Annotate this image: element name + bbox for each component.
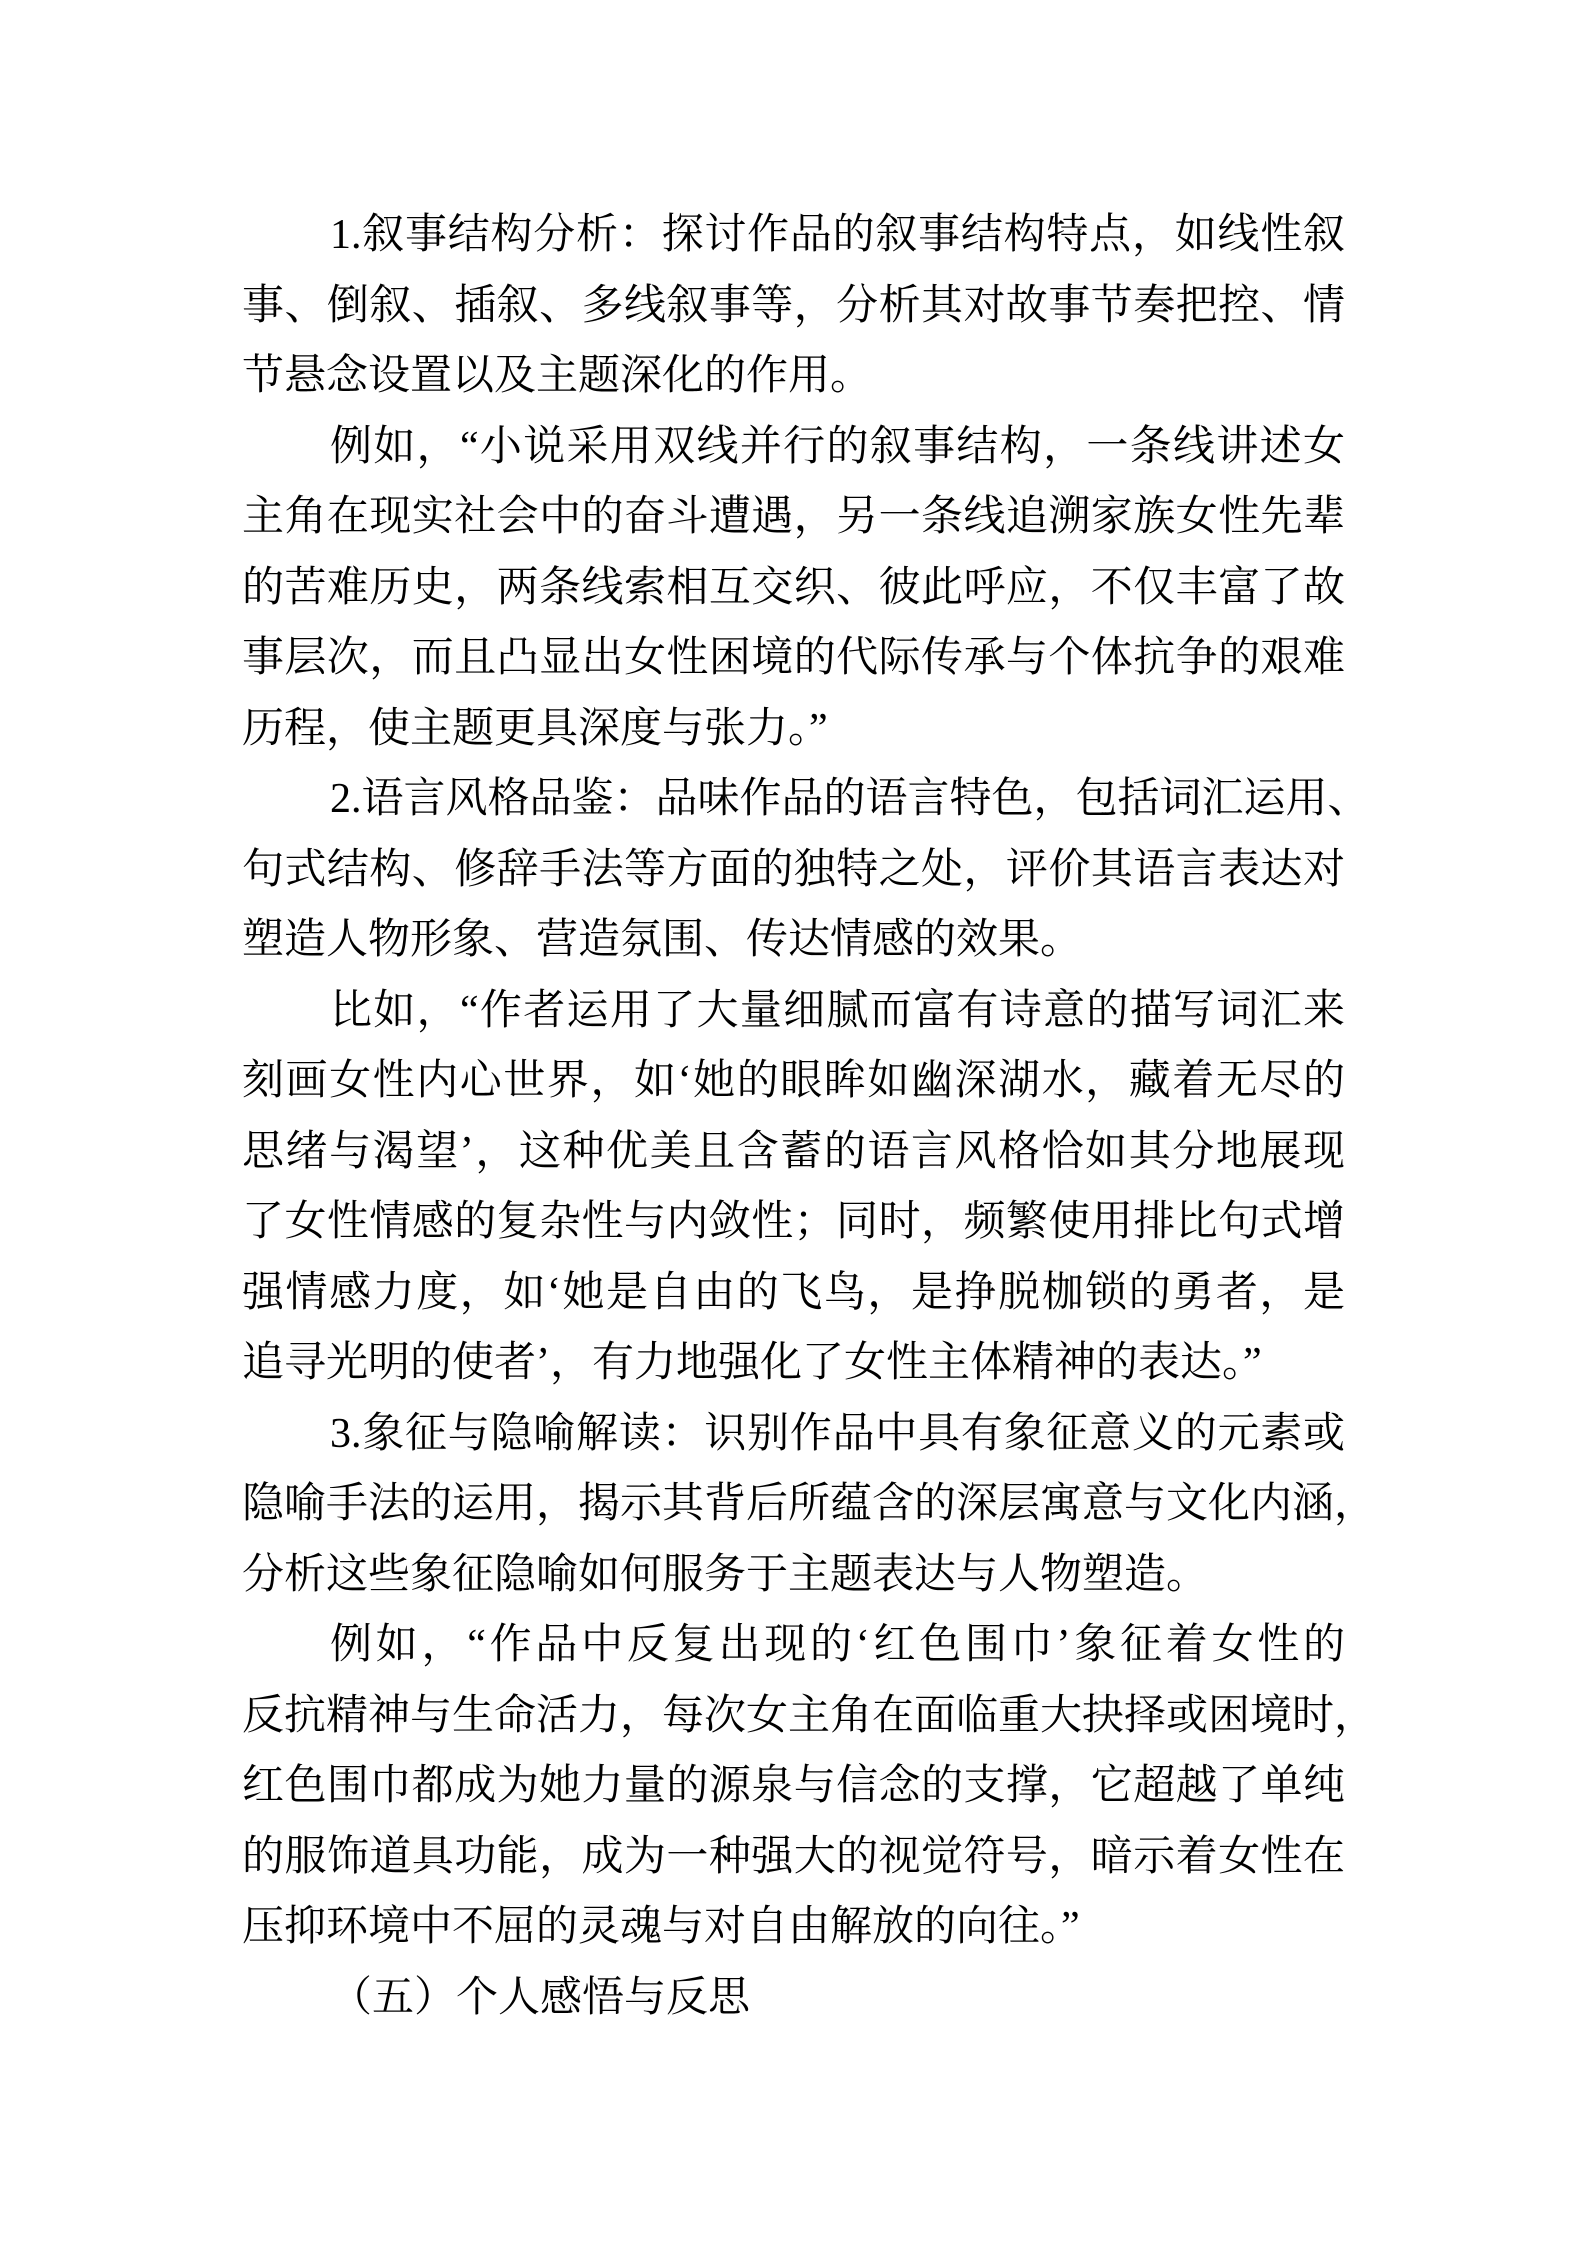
item-3-symbolism-metaphor (242, 1399, 1377, 1611)
text-line: 主角在现实社会中的奋斗遭遇，另一条线追溯家族女性先辈 (242, 494, 1345, 540)
item-1-narrative-structure (242, 200, 1345, 412)
text-line: 分析这些象征隐喻如何服务于主题表达与人物塑造。 (242, 1551, 1209, 1598)
text-line: 1.叙事结构分析：探讨作品的叙事结构特点，如线性叙 (330, 212, 1345, 258)
text-line: 压抑环境中不屈的灵魂与对自由解放的向往。” (242, 1904, 1080, 1950)
text-line: 刻画女性内心世界，如‘她的眼眸如幽深湖水，藏着无尽的 (242, 1058, 1345, 1104)
text-line: 的苦难历史，两条线索相互交织、彼此呼应，不仅丰富了故 (242, 564, 1345, 611)
text-line: 例如，“作品中反复出现的‘红色围巾’象征着女性的 (330, 1622, 1345, 1668)
text-line: 红色围巾都成为她力量的源泉与信念的支撑，它超越了单纯 (242, 1763, 1345, 1809)
text-line: 强情感力度，如‘她是自由的飞鸟，是挣脱枷锁的勇者，是 (242, 1269, 1345, 1316)
example-language-style (242, 976, 1345, 1399)
item-2-language-style (242, 764, 1370, 976)
text-line: 了女性情感的复杂性与内敛性；同时，频繁使用排比句式增 (242, 1199, 1345, 1245)
text-line: 例如，“小说采用双线并行的叙事结构，一条线讲述女 (330, 423, 1345, 470)
example-symbolism-metaphor (242, 1610, 1377, 1963)
text-line: 历程，使主题更具深度与张力。” (242, 705, 828, 752)
text-line: 事层次，而且凸显出女性困境的代际传承与个体抗争的艰难 (242, 635, 1345, 681)
text-line: 事、倒叙、插叙、多线叙事等，分析其对故事节奏把控、情 (242, 282, 1345, 329)
document-text (242, 200, 1377, 2033)
text-line: 思绪与渴望’，这种优美且含蓄的语言风格恰如其分地展现 (242, 1128, 1345, 1175)
text-line: 追寻光明的使者’，有力地强化了女性主体精神的表达。” (242, 1340, 1262, 1386)
section-5-personal-reflection-heading (242, 1963, 1345, 2034)
text-line: 2.语言风格品鉴：品味作品的语言特色，包括词汇运用、 (330, 776, 1370, 822)
text-line: 的服饰道具功能，成为一种强大的视觉符号，暗示着女性在 (242, 1833, 1345, 1880)
text-line: 3.象征与隐喻解读：识别作品中具有象征意义的元素或 (330, 1410, 1345, 1457)
text-line: 隐喻手法的运用，揭示其背后所蕴含的深层寓意与文化内涵， (242, 1481, 1377, 1527)
text-line: （五）个人感悟与反思 (330, 1974, 751, 2021)
text-line: 反抗精神与生命活力，每次女主角在面临重大抉择或困境时， (242, 1692, 1377, 1739)
text-line: 塑造人物形象、营造氛围、传达情感的效果。 (242, 917, 1083, 963)
text-line: 句式结构、修辞手法等方面的独特之处，评价其语言表达对 (242, 846, 1345, 893)
example-narrative-structure (242, 412, 1345, 765)
text-line: 节悬念设置以及主题深化的作用。 (242, 353, 873, 399)
text-line: 比如，“作者运用了大量细腻而富有诗意的描写词汇来 (330, 987, 1345, 1034)
